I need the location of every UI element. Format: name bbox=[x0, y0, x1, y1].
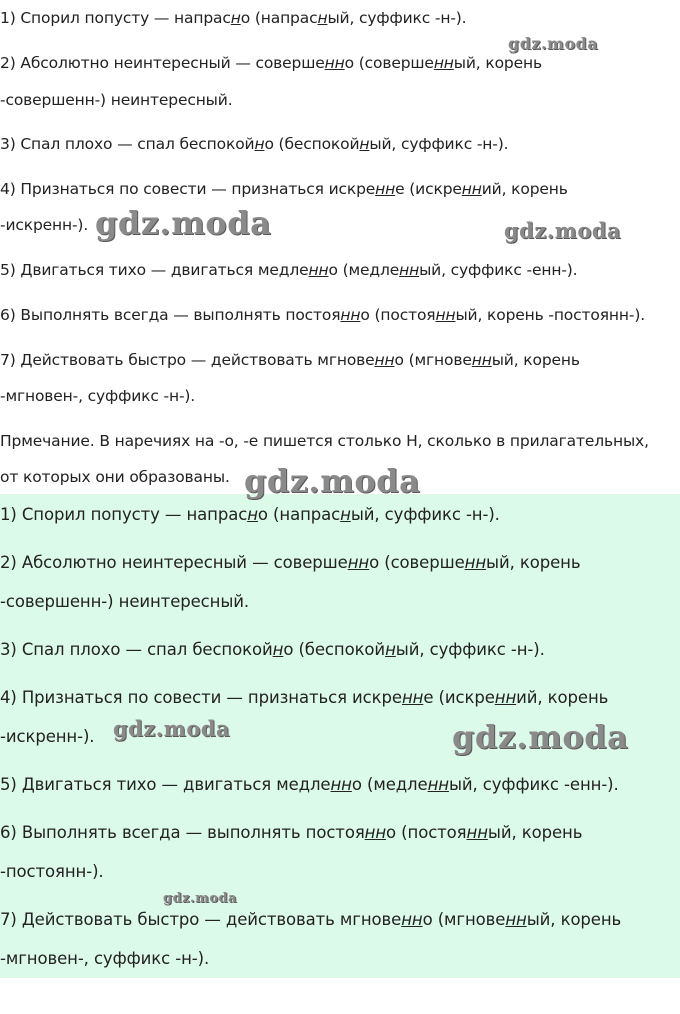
answer-line-3: 3) Спал плохо — спал беспокойно (беспокойный, суффикс -н-). bbox=[0, 640, 545, 659]
answer-line-6b: -постоянн-). bbox=[0, 862, 104, 881]
answer-line-7a: 7) Действовать быстро — действовать мгновенно (мгновенный, корень bbox=[0, 351, 580, 369]
answer-line-7b: -мгновен-, суффикс -н-). bbox=[0, 387, 196, 405]
watermark-logo: gdz.moda bbox=[95, 204, 272, 242]
answer-line-4b: -искренн-). bbox=[0, 727, 95, 746]
watermark-logo: gdz.moda bbox=[163, 891, 238, 906]
answer-line-2a: 2) Абсолютно неинтересный — совершенно (совершенный, корень bbox=[0, 553, 581, 572]
answer-line-1: 1) Спорил попусту — напрасно (напрасный, суффикс -н-). bbox=[0, 9, 467, 27]
watermark-logo: gdz.moda bbox=[508, 34, 599, 53]
answer-line-2a: 2) Абсолютно неинтересный — совершенно (совершенный, корень bbox=[0, 54, 542, 72]
watermark-logo: gdz.moda bbox=[452, 718, 629, 756]
answer-line-6: 6) Выполнять всегда — выполнять постоянно (постоянный, корень -постоянн-). bbox=[0, 306, 645, 324]
answer-line-2b: -совершенн-) неинтересный. bbox=[0, 592, 250, 611]
answer-line-1: 1) Спорил попусту — напрасно (напрасный, суффикс -н-). bbox=[0, 505, 500, 524]
watermark-logo: gdz.moda bbox=[244, 462, 421, 500]
answer-line-4a: 4) Признаться по совести — признаться искренне (искренний, корень bbox=[0, 688, 609, 707]
watermark-logo: gdz.moda bbox=[113, 716, 231, 741]
note-line-2: от которых они образованы. bbox=[0, 468, 230, 486]
watermark-logo: gdz.moda bbox=[504, 218, 622, 243]
answer-line-4a: 4) Признаться по совести — признаться искренне (искренний, корень bbox=[0, 180, 568, 198]
answer-line-5: 5) Двигаться тихо — двигаться медленно (медленный, суффикс -енн-). bbox=[0, 261, 578, 279]
answer-line-7b: -мгновен-, суффикс -н-). bbox=[0, 949, 210, 968]
answer-line-2b: -совершенн-) неинтересный. bbox=[0, 91, 233, 109]
answer-line-3: 3) Спал плохо — спал беспокойно (беспокойный, суффикс -н-). bbox=[0, 135, 509, 153]
answer-line-5: 5) Двигаться тихо — двигаться медленно (медленный, суффикс -енн-). bbox=[0, 775, 619, 794]
answer-line-4b: -искренн-). bbox=[0, 216, 89, 234]
note-line-1: Прмечание. В наречиях на -о, -е пишется столько Н, сколько в прилагательных, bbox=[0, 432, 649, 450]
answer-line-7a: 7) Действовать быстро — действовать мгновенно (мгновенный, корень bbox=[0, 910, 622, 929]
answer-line-6a: 6) Выполнять всегда — выполнять постоянно (постоянный, корень bbox=[0, 823, 583, 842]
